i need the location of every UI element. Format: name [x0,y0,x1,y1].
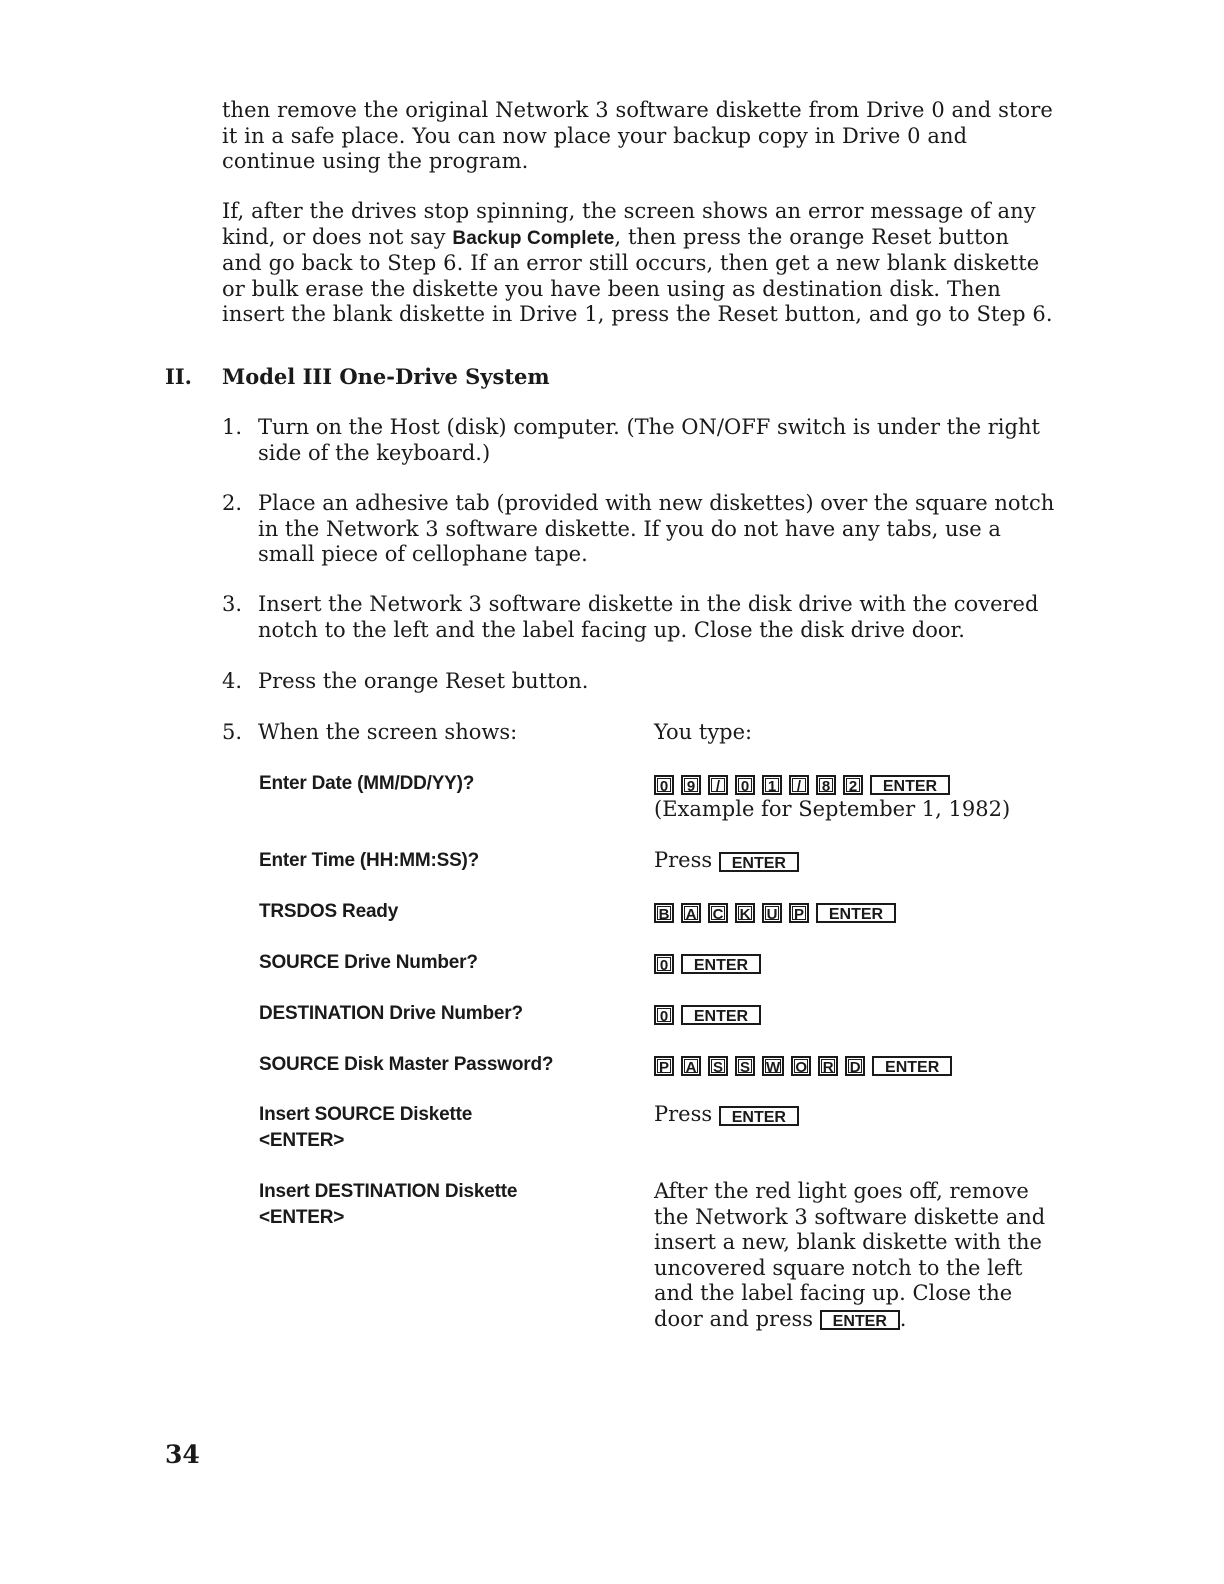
text-line: After the red light goes off, remove [654,1179,1029,1203]
text-line: and go back to Step 6. If an error still occurs, then get a new blank diskette [222,251,1040,275]
key-cap: R [818,1056,838,1076]
text-line: Turn on the Host (disk) computer. (The ON/OFF switch is under the right [258,415,1040,439]
text-line: and the label facing up. Close the [654,1281,1013,1305]
key-cap: W [762,1056,784,1076]
press-text: Press [654,848,713,872]
text-fragment: door and press [654,1306,814,1331]
key-cap: K [735,903,755,923]
key-sequence [654,771,1010,797]
enter-key: ENTER [872,1056,952,1076]
key-cap: S [708,1056,728,1076]
response-backup [654,899,896,925]
response-source-drive [654,950,761,976]
text-line: it in a safe place. You can now place your backup copy in Drive 0 and [222,123,968,148]
key-cap: A [681,1056,701,1076]
prompt-line: <ENTER> [259,1207,345,1228]
press-text: Press [654,1102,713,1126]
step-number: 5. [222,720,243,744]
step-number: 4. [222,669,243,693]
prompt-insert-destination [259,1179,517,1231]
enter-key: ENTER [816,903,896,923]
text-line: insert the blank diskette in Drive 1, press the Reset button, and go to Step 6. [222,302,1053,326]
text-line: small piece of cellophane tape. [258,542,588,566]
key-cap: 0 [735,775,755,795]
intro-paragraph-1 [222,98,1053,175]
text-line: Place an adhesive tab (provided with new diskettes) over the square notch [258,491,1055,515]
step-number: 3. [222,592,243,616]
key-cap: C [708,903,728,923]
enter-key: ENTER [870,775,950,795]
key-cap: 2 [843,775,863,795]
prompt-line: <ENTER> [259,1130,345,1151]
intro-paragraph-2 [222,199,1053,328]
prompt-line: Enter Time (HH:MM:SS)? [259,850,480,871]
prompt-line: TRSDOS Ready [259,901,399,922]
page-number: 34 [165,1440,200,1469]
step-5-text [258,720,517,746]
text-line: Insert the Network 3 software diskette in the disk drive with the covered [258,592,1039,616]
text-fragment: , then press the orange Reset button [614,224,1009,249]
text-line: continue using the program. [222,149,529,173]
screen-message-backup-complete: Backup Complete [452,227,615,249]
key-cap: P [789,903,809,923]
prompt-line: SOURCE Drive Number? [259,952,478,973]
step-number: 1. [222,415,243,439]
prompt-source-drive [259,950,478,976]
step-1-text [258,415,1040,466]
response-insert-destination [654,1179,1045,1332]
text-line: If, after the drives stop spinning, the screen shows an error message of any [222,199,1036,223]
text-line: insert a new, blank diskette with the [654,1230,1042,1254]
prompt-line: SOURCE Disk Master Password? [259,1054,554,1075]
key-cap: 9 [681,775,701,795]
key-cap: D [845,1056,865,1076]
key-cap: O [791,1056,811,1076]
response-time [654,848,799,874]
text-line: in the Network 3 software diskette. If you do not have any tabs, use a [258,516,1001,541]
prompt-trsdos-ready [259,899,398,925]
key-cap: 1 [762,775,782,795]
enter-key: ENTER [719,852,799,872]
key-cap: 0 [654,1005,674,1025]
text-fragment: kind, or does not say [222,224,453,249]
response-password [654,1052,952,1078]
key-cap: / [789,775,809,795]
prompt-line: DESTINATION Drive Number? [259,1003,523,1024]
text-line: Press the orange Reset button. [258,669,589,693]
prompt-enter-time [259,848,479,874]
prompt-line: Insert SOURCE Diskette [259,1104,473,1125]
key-cap: 0 [654,954,674,974]
response-destination-drive [654,1001,761,1027]
key-cap: 8 [816,775,836,795]
enter-key: ENTER [820,1310,900,1330]
text-line [222,225,1053,252]
key-cap: B [654,903,674,923]
text-fragment: . [899,1306,907,1331]
text-line: notch to the left and the label facing up. Close the disk drive door. [258,617,965,642]
prompt-line: Insert DESTINATION Diskette [259,1181,518,1202]
step-2-text [258,491,1054,568]
key-cap: 0 [654,775,674,795]
response-date [654,771,1010,822]
text-line: or bulk erase the diskette you have been using as destination disk. Then [222,276,1001,301]
prompt-line: Enter Date (MM/DD/YY)? [259,773,475,794]
enter-key: ENTER [681,954,761,974]
text-line: uncovered square notch to the left [654,1255,1023,1280]
text-line: then remove the original Network 3 software diskette from Drive 0 and store [222,98,1053,122]
text-line: the Network 3 software diskette and [654,1204,1046,1229]
key-cap: P [654,1056,674,1076]
section-number: II. [165,364,192,389]
prompt-destination-drive [259,1001,523,1027]
key-cap: U [762,903,782,923]
text-line [654,1307,1045,1333]
prompt-enter-date [259,771,474,797]
step-4-text [258,669,588,695]
enter-key: ENTER [681,1005,761,1025]
key-cap: / [708,775,728,795]
prompt-insert-source [259,1102,472,1154]
date-example: (Example for September 1, 1982) [654,796,1011,821]
text-line: When the screen shows: [258,720,518,744]
text-line: side of the keyboard.) [258,440,491,465]
key-cap: S [735,1056,755,1076]
you-type-header: You type: [654,720,753,744]
key-cap: A [681,903,701,923]
section-title: Model III One-Drive System [222,364,550,389]
step-3-text [258,592,1038,643]
step-number: 2. [222,491,243,515]
prompt-source-password [259,1052,553,1078]
response-insert-source [654,1102,799,1128]
enter-key: ENTER [719,1106,799,1126]
